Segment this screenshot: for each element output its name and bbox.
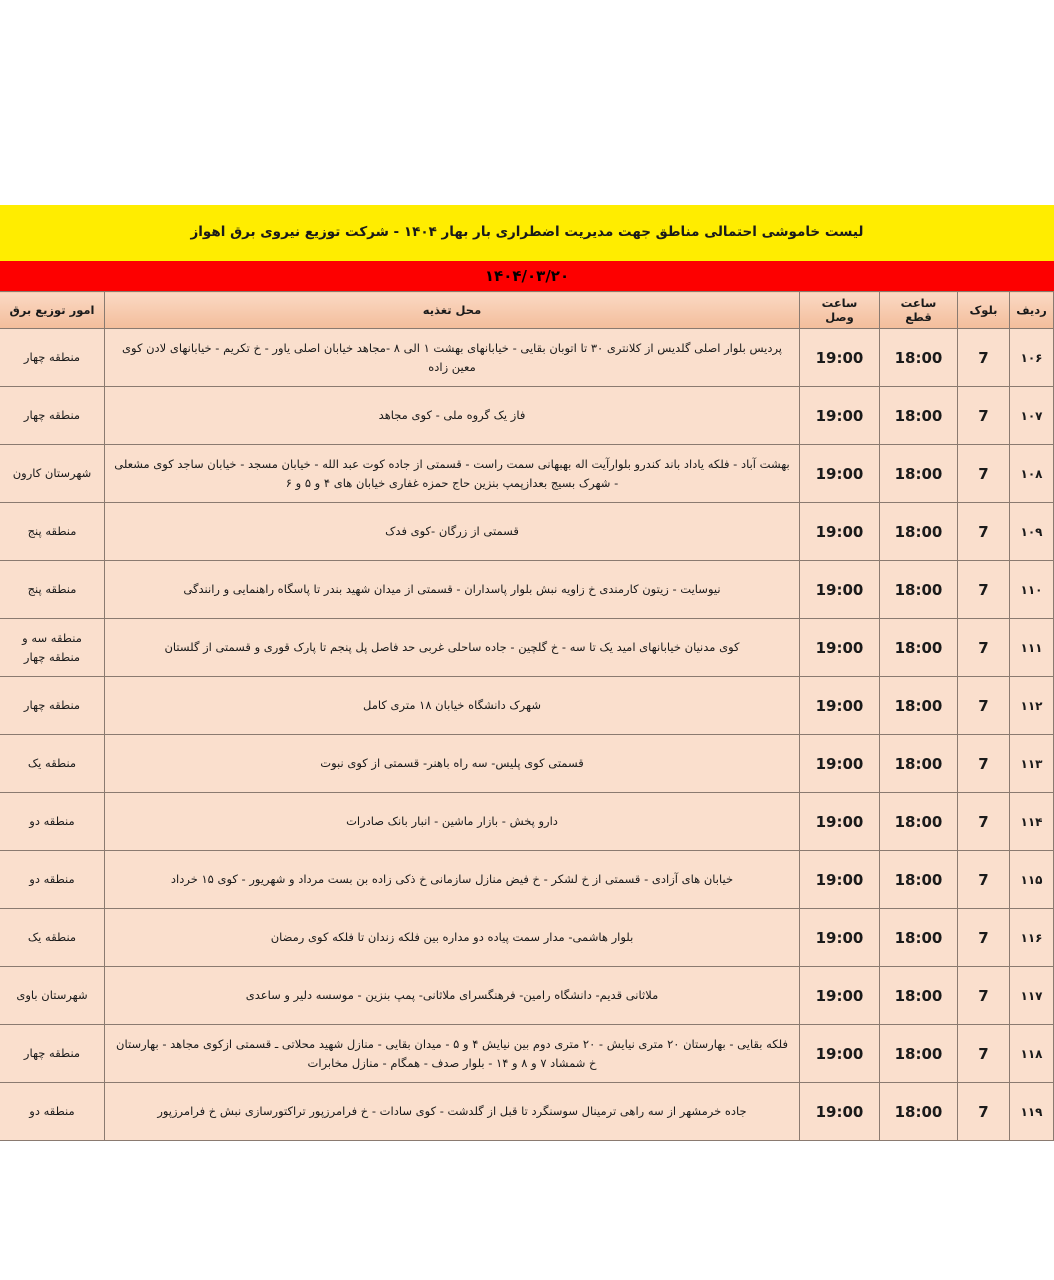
cell-on-time: 19:00 bbox=[800, 329, 880, 387]
cell-radif: ۱۱۵ bbox=[1010, 851, 1054, 909]
cell-radif: ۱۰۷ bbox=[1010, 387, 1054, 445]
cell-off-time: 18:00 bbox=[880, 967, 958, 1025]
cell-on-time: 19:00 bbox=[800, 445, 880, 503]
cell-block: 7 bbox=[958, 503, 1010, 561]
cell-on-time: 19:00 bbox=[800, 503, 880, 561]
table-row bbox=[0, 851, 1054, 909]
cell-off-time: 18:00 bbox=[880, 445, 958, 503]
table-row bbox=[0, 445, 1054, 503]
cell-off-time: 18:00 bbox=[880, 619, 958, 677]
cell-on-time: 19:00 bbox=[800, 619, 880, 677]
cell-on-time: 19:00 bbox=[800, 735, 880, 793]
cell-block: 7 bbox=[958, 967, 1010, 1025]
column-header-off-time: ساعت قطع bbox=[880, 292, 958, 329]
cell-block: 7 bbox=[958, 677, 1010, 735]
cell-block: 7 bbox=[958, 329, 1010, 387]
cell-zone: منطقه یک bbox=[0, 735, 105, 793]
title-banner bbox=[0, 205, 1054, 261]
cell-off-time: 18:00 bbox=[880, 1083, 958, 1141]
cell-radif: ۱۱۶ bbox=[1010, 909, 1054, 967]
cell-description: بلوار هاشمی- مدار سمت پیاده دو مداره بین فلکه زندان تا فلکه کوی رمضان bbox=[105, 909, 800, 967]
table-row bbox=[0, 619, 1054, 677]
table-body bbox=[0, 329, 1054, 1141]
cell-description: خیابان های آزادی - قسمتی از خ لشکر - خ فیض منازل سازمانی خ ذکی زاده بن بست مرداد و شهریور - کوی ۱۵ خرداد bbox=[105, 851, 800, 909]
cell-description: کوی مدنیان خیابانهای امید یک تا سه - خ گلچین - جاده ساحلی غربی حد فاصل پل پنجم تا پارک قوری و قسمتی از گلستان bbox=[105, 619, 800, 677]
column-header-block: بلوک bbox=[958, 292, 1010, 329]
table-row bbox=[0, 1025, 1054, 1083]
cell-radif: ۱۱۰ bbox=[1010, 561, 1054, 619]
cell-description: پردیس بلوار اصلی گلدیس از کلانتری ۳۰ تا اتوبان بقایی - خیابانهای بهشت ۱ الی ۸ -مجاهد خیابان اصلی یاور - خ تکریم - خیابانهای لادن کوی معین زاده bbox=[105, 329, 800, 387]
column-header-desc: محل تغذیه bbox=[105, 292, 800, 329]
cell-zone: منطقه چهار bbox=[0, 387, 105, 445]
cell-block: 7 bbox=[958, 1083, 1010, 1141]
cell-off-time: 18:00 bbox=[880, 503, 958, 561]
cell-zone: شهرستان باوی bbox=[0, 967, 105, 1025]
cell-description: فاز یک گروه ملی - کوی مجاهد bbox=[105, 387, 800, 445]
cell-zone: منطقه چهار bbox=[0, 1025, 105, 1083]
cell-radif: ۱۱۱ bbox=[1010, 619, 1054, 677]
cell-on-time: 19:00 bbox=[800, 967, 880, 1025]
cell-off-time: 18:00 bbox=[880, 793, 958, 851]
cell-off-time: 18:00 bbox=[880, 329, 958, 387]
cell-off-time: 18:00 bbox=[880, 735, 958, 793]
cell-radif: ۱۱۲ bbox=[1010, 677, 1054, 735]
table-row bbox=[0, 387, 1054, 445]
table-row bbox=[0, 1083, 1054, 1141]
cell-zone: منطقه سه و منطقه چهار bbox=[0, 619, 105, 677]
cell-description: شهرک دانشگاه خیابان ۱۸ متری کامل bbox=[105, 677, 800, 735]
cell-zone: منطقه یک bbox=[0, 909, 105, 967]
cell-on-time: 19:00 bbox=[800, 1025, 880, 1083]
cell-zone: شهرستان کارون bbox=[0, 445, 105, 503]
cell-block: 7 bbox=[958, 793, 1010, 851]
cell-on-time: 19:00 bbox=[800, 1083, 880, 1141]
date-banner bbox=[0, 261, 1054, 291]
table-row bbox=[0, 677, 1054, 735]
cell-radif: ۱۰۹ bbox=[1010, 503, 1054, 561]
cell-zone: منطقه پنج bbox=[0, 561, 105, 619]
schedule-date: ۱۴۰۴/۰۳/۲۰ bbox=[484, 267, 570, 285]
cell-block: 7 bbox=[958, 735, 1010, 793]
column-header-radif: ردیف bbox=[1010, 292, 1054, 329]
cell-off-time: 18:00 bbox=[880, 387, 958, 445]
cell-description: بهشت آباد - فلکه یاداد باند کندرو بلوارآیت اله بهبهانی سمت راست - قسمتی از جاده کوت عبد الله - خیابان مسجد - خیابان ساجد کوی مشعلی - شهرک بسیج بعدازپمپ بنزین حاج حمزه غفاری خیابان های ۴ و ۵ و ۶ bbox=[105, 445, 800, 503]
cell-zone: منطقه دو bbox=[0, 793, 105, 851]
cell-radif: ۱۰۶ bbox=[1010, 329, 1054, 387]
cell-block: 7 bbox=[958, 851, 1010, 909]
table-header-row bbox=[0, 292, 1054, 329]
cell-radif: ۱۱۷ bbox=[1010, 967, 1054, 1025]
table-row bbox=[0, 503, 1054, 561]
cell-description: قسمتی کوی پلیس- سه راه باهنر- قسمتی از کوی نبوت bbox=[105, 735, 800, 793]
cell-zone: منطقه چهار bbox=[0, 329, 105, 387]
table-row bbox=[0, 909, 1054, 967]
outage-schedule-table bbox=[0, 291, 1054, 1141]
cell-zone: منطقه دو bbox=[0, 1083, 105, 1141]
cell-radif: ۱۱۹ bbox=[1010, 1083, 1054, 1141]
cell-zone: منطقه دو bbox=[0, 851, 105, 909]
cell-zone: منطقه چهار bbox=[0, 677, 105, 735]
cell-radif: ۱۰۸ bbox=[1010, 445, 1054, 503]
table-row bbox=[0, 793, 1054, 851]
table-row bbox=[0, 561, 1054, 619]
cell-on-time: 19:00 bbox=[800, 561, 880, 619]
cell-radif: ۱۱۳ bbox=[1010, 735, 1054, 793]
cell-description: ملاثانی قدیم- دانشگاه رامین- فرهنگسرای ملاثانی- پمپ بنزین - موسسه دلیر و ساعدی bbox=[105, 967, 800, 1025]
column-header-zone: امور توزیع برق bbox=[0, 292, 105, 329]
column-header-on-time: ساعت وصل bbox=[800, 292, 880, 329]
cell-description: فلکه بقایی - بهارستان ۲۰ متری نیایش - ۲۰ متری دوم بین نیایش ۴ و ۵ - میدان بقایی - منازل شهید محلاتی ـ قسمتی ازکوی مجاهد - بهارستان خ شمشاد ۷ و ۸ و ۱۴ - بلوار صدف - همگام - منازل مخابرات bbox=[105, 1025, 800, 1083]
cell-block: 7 bbox=[958, 387, 1010, 445]
cell-radif: ۱۱۴ bbox=[1010, 793, 1054, 851]
cell-radif: ۱۱۸ bbox=[1010, 1025, 1054, 1083]
cell-off-time: 18:00 bbox=[880, 561, 958, 619]
cell-on-time: 19:00 bbox=[800, 387, 880, 445]
cell-block: 7 bbox=[958, 619, 1010, 677]
table-row bbox=[0, 967, 1054, 1025]
cell-on-time: 19:00 bbox=[800, 851, 880, 909]
table-row bbox=[0, 735, 1054, 793]
cell-off-time: 18:00 bbox=[880, 677, 958, 735]
cell-description: جاده خرمشهر از سه راهی ترمینال سوسنگرد تا قبل از گلدشت - کوی سادات - خ فرامرزپور تراکتورسازی نبش خ فرامرزپور bbox=[105, 1083, 800, 1141]
page-title: لیست خاموشی احتمالی مناطق جهت مدیریت اضطراری بار بهار ۱۴۰۴ - شرکت توزیع نیروی برق اهواز bbox=[190, 223, 864, 240]
cell-block: 7 bbox=[958, 1025, 1010, 1083]
cell-description: نیوسایت - زیتون کارمندی خ زاویه نبش بلوار پاسداران - قسمتی از میدان شهید بندر تا پاسگاه راهنمایی و رانندگی bbox=[105, 561, 800, 619]
cell-block: 7 bbox=[958, 445, 1010, 503]
table-header bbox=[0, 292, 1054, 329]
cell-off-time: 18:00 bbox=[880, 851, 958, 909]
cell-zone: منطقه پنج bbox=[0, 503, 105, 561]
cell-block: 7 bbox=[958, 909, 1010, 967]
outage-schedule-document bbox=[0, 205, 1054, 1141]
cell-description: قسمتی از زرگان -کوی فدک bbox=[105, 503, 800, 561]
cell-block: 7 bbox=[958, 561, 1010, 619]
table-row bbox=[0, 329, 1054, 387]
cell-on-time: 19:00 bbox=[800, 793, 880, 851]
cell-on-time: 19:00 bbox=[800, 909, 880, 967]
cell-off-time: 18:00 bbox=[880, 909, 958, 967]
cell-off-time: 18:00 bbox=[880, 1025, 958, 1083]
cell-on-time: 19:00 bbox=[800, 677, 880, 735]
cell-description: دارو پخش - بازار ماشین - انبار بانک صادرات bbox=[105, 793, 800, 851]
